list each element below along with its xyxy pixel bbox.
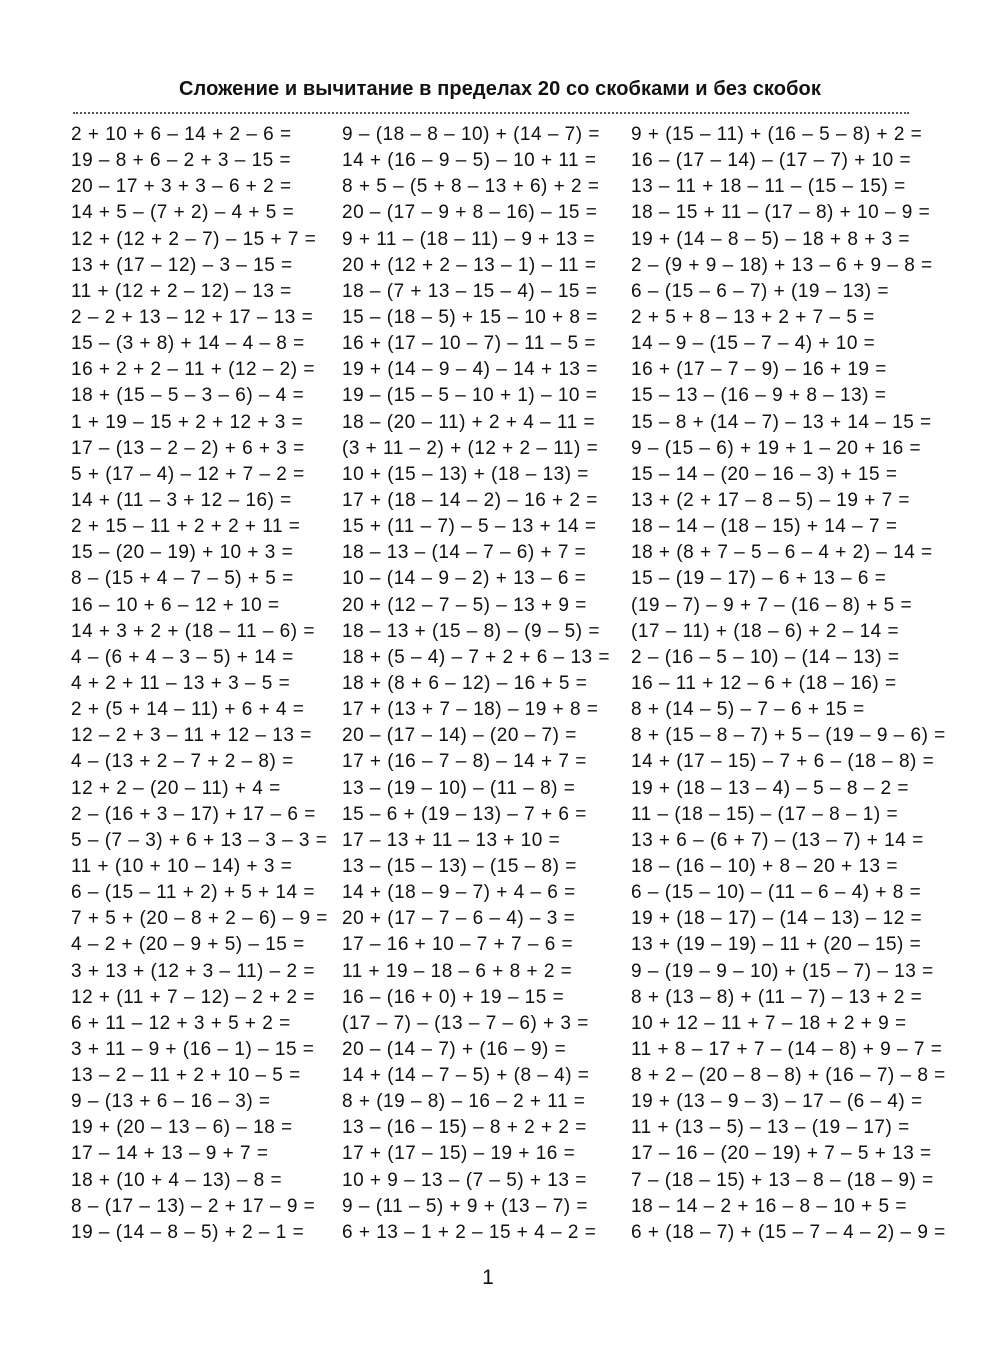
exercise-item: 2 – (9 + 9 – 18) + 13 – 6 + 9 – 8 = xyxy=(631,254,933,276)
exercise-item: 9 + 11 – (18 – 11) – 9 + 13 = xyxy=(342,228,596,250)
exercise-item: 6 – (15 – 10) – (11 – 6 – 4) + 8 = xyxy=(631,882,922,904)
exercise-item: 20 + (12 – 7 – 5) – 13 + 9 = xyxy=(342,594,587,616)
exercise-item: 11 + (13 – 5) – 13 – (19 – 17) = xyxy=(631,1117,910,1139)
exercise-item: 19 – (14 – 8 – 5) + 2 – 1 = xyxy=(71,1221,305,1243)
exercise-item: 6 + (18 – 7) + (15 – 7 – 4 – 2) – 9 = xyxy=(631,1221,946,1243)
exercise-column-3 xyxy=(631,122,946,1246)
exercise-item: 8 + 5 – (5 + 8 – 13 + 6) + 2 = xyxy=(342,176,600,198)
exercise-item: 15 – 13 – (16 – 9 + 8 – 13) = xyxy=(631,385,887,407)
exercise-item: 6 + 11 – 12 + 3 + 5 + 2 = xyxy=(71,1012,291,1034)
exercise-item: 20 + (17 – 7 – 6 – 4) – 3 = xyxy=(342,908,576,930)
exercise-item: 18 – 13 + (15 – 8) – (9 – 5) = xyxy=(342,620,600,642)
exercise-item: 18 – 15 + 11 – (17 – 8) + 10 – 9 = xyxy=(631,202,931,224)
exercise-item: 3 + 11 – 9 + (16 – 1) – 15 = xyxy=(71,1038,315,1060)
exercise-item: 6 – (15 – 6 – 7) + (19 – 13) = xyxy=(631,280,889,302)
exercise-item: 19 + (14 – 9 – 4) – 14 + 13 = xyxy=(342,359,598,381)
exercise-item: 9 – (15 – 6) + 19 + 1 – 20 + 16 = xyxy=(631,437,922,459)
exercise-item: 8 + (13 – 8) + (11 – 7) – 13 + 2 = xyxy=(631,986,923,1008)
exercise-item: 16 + 2 + 2 – 11 + (12 – 2) = xyxy=(71,359,315,381)
exercise-item: 18 – 13 – (14 – 7 – 6) + 7 = xyxy=(342,542,587,564)
exercise-item: 9 + (15 – 11) + (16 – 5 – 8) + 2 = xyxy=(631,124,923,145)
exercise-item: 2 – 2 + 13 – 12 + 17 – 13 = xyxy=(71,306,314,328)
exercise-item: 13 + (2 + 17 – 8 – 5) – 19 + 7 = xyxy=(631,489,911,511)
exercise-item: 18 + (15 – 5 – 3 – 6) – 4 = xyxy=(71,385,305,407)
exercise-item: 18 + (10 + 4 – 13) – 8 = xyxy=(71,1169,283,1191)
exercise-item: 9 – (19 – 9 – 10) + (15 – 7) – 13 = xyxy=(631,960,934,982)
exercise-item: 16 – (17 – 14) – (17 – 7) + 10 = xyxy=(631,150,912,172)
exercise-item: 16 – 10 + 6 – 12 + 10 = xyxy=(71,594,280,616)
exercise-item: 13 + (19 – 19) – 11 + (20 – 15) = xyxy=(631,934,922,956)
exercise-item: 13 – (16 – 15) – 8 + 2 + 2 = xyxy=(342,1117,587,1139)
exercise-item: 19 + (18 – 13 – 4) – 5 – 8 – 2 = xyxy=(631,777,909,799)
exercise-item: 3 + 13 + (12 + 3 – 11) – 2 = xyxy=(71,960,315,982)
exercise-item: 15 + (11 – 7) – 5 – 13 + 14 = xyxy=(342,516,597,538)
exercise-item: 7 + 5 + (20 – 8 + 2 – 6) – 9 = xyxy=(71,908,328,930)
page-number: 1 xyxy=(482,1266,494,1289)
exercise-item: 17 + (13 + 7 – 18) – 19 + 8 = xyxy=(342,699,599,721)
exercise-item: 12 + 2 – (20 – 11) + 4 = xyxy=(71,777,281,799)
exercise-item: 11 + 8 – 17 + 7 – (14 – 8) + 9 – 7 = xyxy=(631,1038,943,1060)
exercise-column-2 xyxy=(342,122,632,1246)
dotted-divider xyxy=(73,112,909,114)
exercise-item: 14 + (18 – 9 – 7) + 4 – 6 = xyxy=(342,882,576,904)
exercise-item: 20 – (14 – 7) + (16 – 9) = xyxy=(342,1038,567,1060)
exercise-item: 20 – (17 – 9 + 8 – 16) – 15 = xyxy=(342,202,598,224)
exercise-item: 12 – 2 + 3 – 11 + 12 – 13 = xyxy=(71,725,312,747)
exercise-item: 17 – 14 + 13 – 9 + 7 = xyxy=(71,1143,269,1165)
exercise-item: 9 – (11 – 5) + 9 + (13 – 7) = xyxy=(342,1195,588,1217)
exercise-item: 12 + (11 + 7 – 12) – 2 + 2 = xyxy=(71,986,315,1008)
exercise-item: 13 – (19 – 10) – (11 – 8) = xyxy=(342,777,576,799)
exercise-item: (17 – 11) + (18 – 6) + 2 – 14 = xyxy=(631,620,900,642)
exercise-item: 14 + (14 – 7 – 5) + (8 – 4) = xyxy=(342,1065,590,1087)
exercise-item: 8 + (15 – 8 – 7) + 5 – (19 – 9 – 6) = xyxy=(631,725,946,747)
exercise-item: 8 – (17 – 13) – 2 + 17 – 9 = xyxy=(71,1195,316,1217)
exercise-item: 8 – (15 + 4 – 7 – 5) + 5 = xyxy=(71,568,294,590)
exercise-item: 14 + 5 – (7 + 2) – 4 + 5 = xyxy=(71,202,295,224)
exercise-item: 19 + (20 – 13 – 6) – 18 = xyxy=(71,1117,293,1139)
exercise-item: 6 – (15 – 11 + 2) + 5 + 14 = xyxy=(71,882,315,904)
exercise-item: 13 + (17 – 12) – 3 – 15 = xyxy=(71,254,293,276)
exercise-item: 13 + 6 – (6 + 7) – (13 – 7) + 14 = xyxy=(631,829,924,851)
exercise-item: 2 + (5 + 14 – 11) + 6 + 4 = xyxy=(71,699,305,721)
exercise-item: 2 + 10 + 6 – 14 + 2 – 6 = xyxy=(71,124,292,145)
exercise-item: 14 + (16 – 9 – 5) – 10 + 11 = xyxy=(342,150,597,172)
exercise-item: 15 – 8 + (14 – 7) – 13 + 14 – 15 = xyxy=(631,411,932,433)
exercise-item: 14 + 3 + 2 + (18 – 11 – 6) = xyxy=(71,620,315,642)
exercise-item: 13 – 11 + 18 – 11 – (15 – 15) = xyxy=(631,176,906,198)
exercise-item: 19 + (14 – 8 – 5) – 18 + 8 + 3 = xyxy=(631,228,911,250)
exercise-item: 13 – 2 – 11 + 2 + 10 – 5 = xyxy=(71,1065,301,1087)
exercise-item: 19 – 8 + 6 – 2 + 3 – 15 = xyxy=(71,150,292,172)
exercise-item: (3 + 11 – 2) + (12 + 2 – 11) = xyxy=(342,437,599,459)
exercise-item: 17 – 16 – (20 – 19) + 7 – 5 + 13 = xyxy=(631,1143,932,1165)
exercise-item: 2 – (16 – 5 – 10) – (14 – 13) = xyxy=(631,646,900,668)
exercise-item: 15 – (20 – 19) + 10 + 3 = xyxy=(71,542,294,564)
exercise-item: 19 – (15 – 5 – 10 + 1) – 10 = xyxy=(342,385,598,407)
exercise-item: 5 – (7 – 3) + 6 + 13 – 3 – 3 = xyxy=(71,829,328,851)
exercise-item: (17 – 7) – (13 – 7 – 6) + 3 = xyxy=(342,1012,589,1034)
exercise-item: 20 – 17 + 3 + 3 – 6 + 2 = xyxy=(71,176,292,198)
exercise-item: 14 – 9 – (15 – 7 – 4) + 10 = xyxy=(631,333,876,355)
exercise-item: 18 – 14 – (18 – 15) + 14 – 7 = xyxy=(631,516,898,538)
exercise-item: 10 + 9 – 13 – (7 – 5) + 13 = xyxy=(342,1169,587,1191)
exercise-item: 11 + (10 + 10 – 14) + 3 = xyxy=(71,855,293,877)
exercise-item: 20 + (12 + 2 – 13 – 1) – 11 = xyxy=(342,254,597,276)
exercise-column-1 xyxy=(71,122,361,1246)
exercise-item: 4 + 2 + 11 – 13 + 3 – 5 = xyxy=(71,672,291,694)
exercise-item: 18 + (8 + 7 – 5 – 6 – 4 + 2) – 14 = xyxy=(631,542,933,564)
exercise-item: 18 – 14 – 2 + 16 – 8 – 10 + 5 = xyxy=(631,1195,907,1217)
exercise-item: 16 + (17 – 7 – 9) – 16 + 19 = xyxy=(631,359,887,381)
exercise-item: 8 + 2 – (20 – 8 – 8) + (16 – 7) – 8 = xyxy=(631,1065,946,1087)
exercise-item: 15 – 6 + (19 – 13) – 7 + 6 = xyxy=(342,803,587,825)
exercise-item: (19 – 7) – 9 + 7 – (16 – 8) + 5 = xyxy=(631,594,913,616)
exercise-item: 12 + (12 + 2 – 7) – 15 + 7 = xyxy=(71,228,317,250)
exercise-item: 8 + (14 – 5) – 7 – 6 + 15 = xyxy=(631,699,865,721)
exercise-item: 10 – (14 – 9 – 2) + 13 – 6 = xyxy=(342,568,587,590)
exercise-item: 18 + (5 – 4) – 7 + 2 + 6 – 13 = xyxy=(342,646,610,668)
exercise-item: 20 – (17 – 14) – (20 – 7) = xyxy=(342,725,577,747)
exercise-item: 19 + (18 – 17) – (14 – 13) – 12 = xyxy=(631,908,923,930)
exercise-item: 1 + 19 – 15 + 2 + 12 + 3 = xyxy=(71,411,304,433)
exercise-item: 6 + 13 – 1 + 2 – 15 + 4 – 2 = xyxy=(342,1221,597,1243)
page-title: Сложение и вычитание в пределах 20 со скобками и без скобок xyxy=(179,78,821,100)
exercise-item: 9 – (18 – 8 – 10) + (14 – 7) = xyxy=(342,124,600,145)
exercise-item: 11 + (12 + 2 – 12) – 13 = xyxy=(71,280,292,302)
exercise-item: 10 + 12 – 11 + 7 – 18 + 2 + 9 = xyxy=(631,1012,907,1034)
exercise-item: 17 – (13 – 2 – 2) + 6 + 3 = xyxy=(71,437,305,459)
exercise-item: 17 + (16 – 7 – 8) – 14 + 7 = xyxy=(342,751,587,773)
exercise-item: 7 – (18 – 15) + 13 – 8 – (18 – 9) = xyxy=(631,1169,934,1191)
exercise-item: 14 + (11 – 3 + 12 – 16) = xyxy=(71,489,292,511)
exercise-item: 18 – (7 + 13 – 15 – 4) – 15 = xyxy=(342,280,598,302)
exercise-item: 11 + 19 – 18 – 6 + 8 + 2 = xyxy=(342,960,573,982)
exercise-item: 4 – 2 + (20 – 9 + 5) – 15 = xyxy=(71,934,305,956)
exercise-item: 14 + (17 – 15) – 7 + 6 – (18 – 8) = xyxy=(631,751,935,773)
exercise-item: 19 + (13 – 9 – 3) – 17 – (6 – 4) = xyxy=(631,1091,923,1113)
exercise-item: 10 + (15 – 13) + (18 – 13) = xyxy=(342,463,589,485)
exercise-item: 17 + (18 – 14 – 2) – 16 + 2 = xyxy=(342,489,598,511)
exercise-item: 13 – (15 – 13) – (15 – 8) = xyxy=(342,855,577,877)
exercise-item: 15 – (3 + 8) + 14 – 4 – 8 = xyxy=(71,333,305,355)
exercise-item: 17 – 13 + 11 – 13 + 10 = xyxy=(342,829,561,851)
exercise-item: 4 – (6 + 4 – 3 – 5) + 14 = xyxy=(71,646,294,668)
exercise-item: 16 – (16 + 0) + 19 – 15 = xyxy=(342,986,565,1008)
exercise-item: 15 – (19 – 17) – 6 + 13 – 6 = xyxy=(631,568,887,590)
exercise-item: 2 – (16 + 3 – 17) + 17 – 6 = xyxy=(71,803,316,825)
exercise-item: 18 – (16 – 10) + 8 – 20 + 13 = xyxy=(631,855,898,877)
exercise-item: 5 + (17 – 4) – 12 + 7 – 2 = xyxy=(71,463,305,485)
exercise-item: 16 + (17 – 10 – 7) – 11 – 5 = xyxy=(342,333,596,355)
exercise-item: 9 – (13 + 6 – 16 – 3) = xyxy=(71,1091,271,1113)
exercise-item: 15 – (18 – 5) + 15 – 10 + 8 = xyxy=(342,306,598,328)
exercise-item: 17 + (17 – 15) – 19 + 16 = xyxy=(342,1143,576,1165)
exercise-item: 18 – (20 – 11) + 2 + 4 – 11 = xyxy=(342,411,596,433)
exercise-item: 18 + (8 + 6 – 12) – 16 + 5 = xyxy=(342,672,588,694)
exercise-item: 17 – 16 + 10 – 7 + 7 – 6 = xyxy=(342,934,574,956)
exercise-item: 15 – 14 – (20 – 16 – 3) + 15 = xyxy=(631,463,898,485)
exercise-item: 16 – 11 + 12 – 6 + (18 – 16) = xyxy=(631,672,897,694)
exercise-item: 8 + (19 – 8) – 16 – 2 + 11 = xyxy=(342,1091,586,1113)
exercise-item: 2 + 5 + 8 – 13 + 2 + 7 – 5 = xyxy=(631,306,875,328)
exercise-item: 11 – (18 – 15) – (17 – 8 – 1) = xyxy=(631,803,899,825)
exercise-item: 4 – (13 + 2 – 7 + 2 – 8) = xyxy=(71,751,294,773)
exercise-item: 2 + 15 – 11 + 2 + 2 + 11 = xyxy=(71,516,301,538)
